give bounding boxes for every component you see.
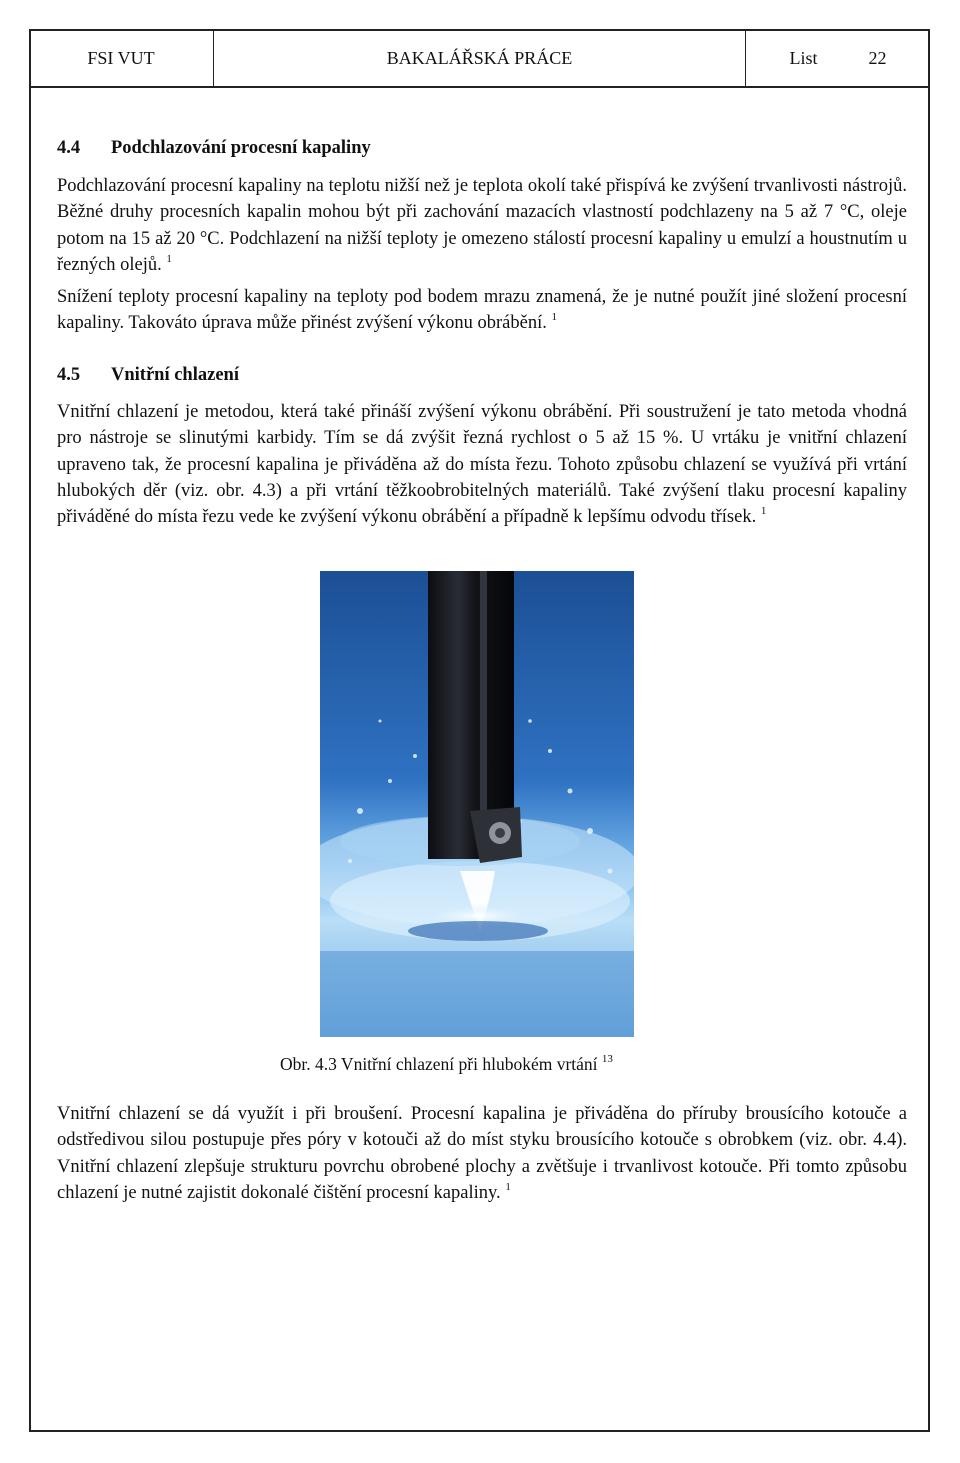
citation-ref: 1 [760, 505, 767, 518]
header-list-label: List [789, 48, 818, 68]
citation-ref: 1 [166, 252, 172, 265]
section-title: Podchlazování procesní kapaliny [111, 138, 371, 158]
header-page-info [746, 29, 930, 88]
paragraph-text: Vnitřní chlazení se dá využít i při broušení. Procesní kapalina je přiváděna do příruby brousícího kotouče a odstředivou silou postupuje přes póry v kotouči až do míst styku brousícího kotouče s obrobkem (viz. obr. 4.4). Vnitřní chlazení zlepšuje strukturu povrchu obrobené plochy a zvětšuje i trvanlivost kotouče. Při tomto způsobu chlazení je nutné zajistit dokonalé čištění procesní kapaliny. [57, 1104, 907, 1203]
figure-internal-cooling-photo [320, 571, 634, 1037]
paragraph [57, 173, 907, 278]
paragraph-text: Vnitřní chlazení je metodou, která také přináší zvýšení výkonu obrábění. Při soustružení je tato metoda vhodná pro nástroje se slinutými karbidy. Tím se dá zvýšit řezná rychlost o 5 až 15 %. U vrtáku je vnitřní chlazení upraveno tak, že procesní kapalina je přiváděna až do místa řezu. Tohoto způsobu chlazení se využívá při vrtání hlubokých děr (viz. obr. 4.3) a při vrtání těžkoobrobitelných materiálů. Také zvýšení tlaku procesní kapaliny přiváděné do místa řezu vede ke zvýšení výkonu obrábění a případně k lepšímu odvodu třísek. [57, 402, 907, 528]
header-document-type: BAKALÁŘSKÁ PRÁCE [214, 29, 746, 88]
section-heading-4-4 [57, 135, 371, 161]
citation-ref: 1 [505, 1180, 511, 1193]
caption-text: Obr. 4.3 Vnitřní chlazení při hlubokém vrtání [280, 1054, 598, 1074]
paragraph [57, 1101, 907, 1206]
page-header [29, 29, 930, 88]
section-number: 4.4 [57, 138, 81, 158]
paragraph [57, 284, 907, 337]
header-page-number: 22 [868, 48, 887, 68]
section-number: 4.5 [57, 365, 81, 385]
paragraph [57, 399, 907, 530]
paragraph-text: Podchlazování procesní kapaliny na teplotu nižší než je teplota okolí také přispívá ke zvýšení trvanlivosti nástrojů. Běžné druhy procesních kapalin mohou být při zachování mazacích vlastností podchlazeny na 5 až 7 °C, oleje potom na 15 až 20 °C. Podchlazení na nižší teploty je omezeno stálostí procesní kapaliny u emulzí a houstnutím u řezných olejů. [57, 176, 907, 275]
citation-ref: 13 [601, 1053, 613, 1065]
paragraph-text: Snížení teploty procesní kapaliny na teploty pod bodem mrazu znamená, že je nutné použít jiné složení procesní kapaliny. Takováto úprava může přinést zvýšení výkonu obrábění. [57, 287, 907, 334]
figure-caption [280, 1054, 613, 1075]
section-heading-4-5 [57, 362, 239, 388]
drilling-photo-illustration [320, 571, 634, 1037]
citation-ref: 1 [551, 311, 557, 324]
section-title: Vnitřní chlazení [111, 365, 239, 385]
header-school: FSI VUT [29, 29, 214, 88]
header-divider [29, 86, 930, 88]
